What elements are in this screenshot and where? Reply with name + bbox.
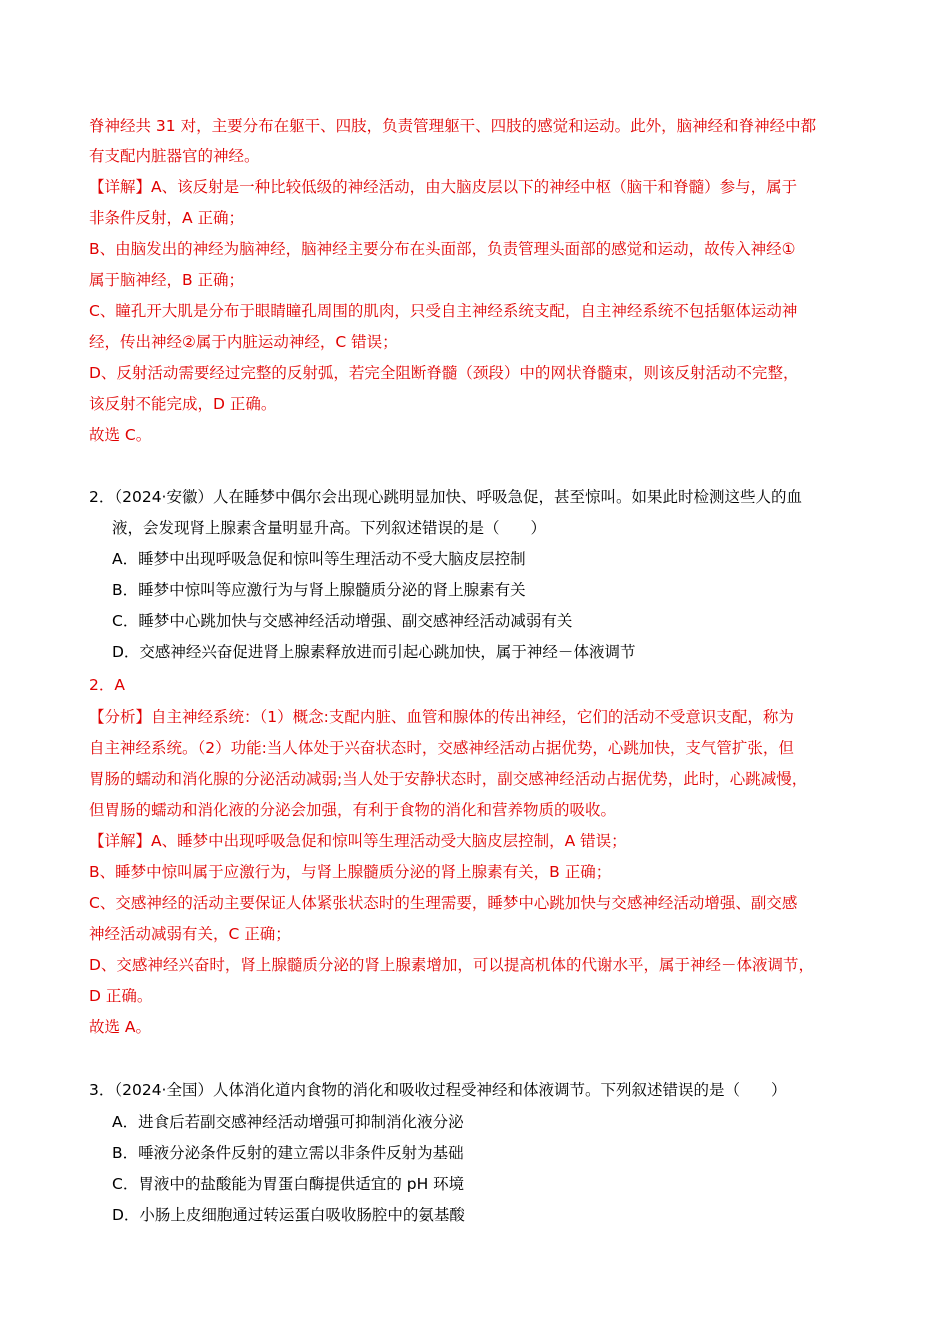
q2-detail-line-3: C、交感神经的活动主要保证人体紧张状态时的生理需要，睡梦中心跳加快与交感神经活动增强、副交感 bbox=[89, 894, 798, 912]
q2-stem-line-2: 液，会发现肾上腺素含量明显升高。下列叙述错误的是（ ） bbox=[112, 519, 547, 537]
q3-option-a: A．进食后若副交感神经活动增强可抑制消化液分泌 bbox=[112, 1113, 464, 1131]
q1-option-b-line-2: 属于脑神经，B 正确； bbox=[89, 271, 245, 289]
q3-option-b: B．唾液分泌条件反射的建立需以非条件反射为基础 bbox=[112, 1144, 464, 1162]
q2-detail-line-4: 神经活动减弱有关，C 正确； bbox=[89, 925, 291, 943]
q1-knowledge-line-2: 有支配内脏器官的神经。 bbox=[89, 147, 260, 165]
q1-option-d-line-2: 该反射不能完成，D 正确。 bbox=[89, 395, 277, 413]
q1-option-c-line-2: 经，传出神经②属于内脏运动神经，C 错误； bbox=[89, 333, 398, 351]
q1-knowledge-line-1: 脊神经共 31 对，主要分布在躯干、四肢，负责管理躯干、四肢的感觉和运动。此外，脑神经和脊神经中都 bbox=[89, 117, 817, 135]
q2-detail-line-6: D 正确。 bbox=[89, 987, 153, 1005]
q1-option-b-line-1: B、由脑发出的神经为脑神经，脑神经主要分布在头面部，负责管理头面部的感觉和运动，故传入神经① bbox=[89, 240, 796, 258]
q1-detail-line-2: 非条件反射，A 正确； bbox=[89, 209, 245, 227]
q2-option-c: C．睡梦中心跳加快与交感神经活动增强、副交感神经活动减弱有关 bbox=[112, 612, 573, 630]
q2-analysis-line-4: 但胃肠的蠕动和消化液的分泌会加强，有利于食物的消化和营养物质的吸收。 bbox=[89, 801, 617, 819]
q3-option-c: C．胃液中的盐酸能为胃蛋白酶提供适宜的 pH 环境 bbox=[112, 1175, 465, 1193]
q2-analysis-line-3: 胃肠的蠕动和消化腺的分泌活动减弱;当人处于安静状态时，副交感神经活动占据优势，此时，心跳减慢， bbox=[89, 770, 808, 788]
q3-stem: 3．（2024·全国）人体消化道内食物的消化和吸收过程受神经和体液调节。下列叙述错误的是（ ） bbox=[89, 1081, 787, 1099]
q1-option-c-line-1: C、瞳孔开大肌是分布于眼睛瞳孔周围的肌肉，只受自主神经系统支配，自主神经系统不包括躯体运动神 bbox=[89, 302, 798, 320]
q2-detail-line-5: D、交感神经兴奋时，肾上腺髓质分泌的肾上腺素增加，可以提高机体的代谢水平，属于神经－体液调节， bbox=[89, 956, 814, 974]
q2-detail-line-1: 【详解】A、睡梦中出现呼吸急促和惊叫等生理活动受大脑皮层控制，A 错误； bbox=[89, 832, 627, 850]
q1-conclusion: 故选 C。 bbox=[89, 426, 152, 444]
q2-option-a: A．睡梦中出现呼吸急促和惊叫等生理活动不受大脑皮层控制 bbox=[112, 550, 526, 568]
q2-answer: 2．A bbox=[89, 676, 125, 694]
q2-stem-line-1: 2．（2024·安徽）人在睡梦中偶尔会出现心跳明显加快、呼吸急促，甚至惊叫。如果此时检测这些人的血 bbox=[89, 488, 802, 506]
q2-conclusion: 故选 A。 bbox=[89, 1018, 152, 1036]
q3-option-d: D．小肠上皮细胞通过转运蛋白吸收肠腔中的氨基酸 bbox=[112, 1206, 465, 1224]
q1-option-d-line-1: D、反射活动需要经过完整的反射弧，若完全阻断脊髓（颈段）中的网状脊髓束，则该反射活动不完整， bbox=[89, 364, 799, 382]
q2-analysis-line-2: 自主神经系统。（2）功能:当人体处于兴奋状态时，交感神经活动占据优势，心跳加快，支气管扩张，但 bbox=[89, 739, 794, 757]
q1-detail-line-1: 【详解】A、该反射是一种比较低级的神经活动，由大脑皮层以下的神经中枢（脑干和脊髓）参与，属于 bbox=[89, 178, 798, 196]
q2-detail-line-2: B、睡梦中惊叫属于应激行为，与肾上腺髓质分泌的肾上腺素有关，B 正确； bbox=[89, 863, 612, 881]
q2-option-d: D．交感神经兴奋促进肾上腺素释放进而引起心跳加快，属于神经－体液调节 bbox=[112, 643, 636, 661]
q2-option-b: B．睡梦中惊叫等应激行为与肾上腺髓质分泌的肾上腺素有关 bbox=[112, 581, 526, 599]
q2-analysis-line-1: 【分析】自主神经系统：（1）概念:支配内脏、血管和腺体的传出神经，它们的活动不受意识支配，称为 bbox=[89, 708, 794, 726]
